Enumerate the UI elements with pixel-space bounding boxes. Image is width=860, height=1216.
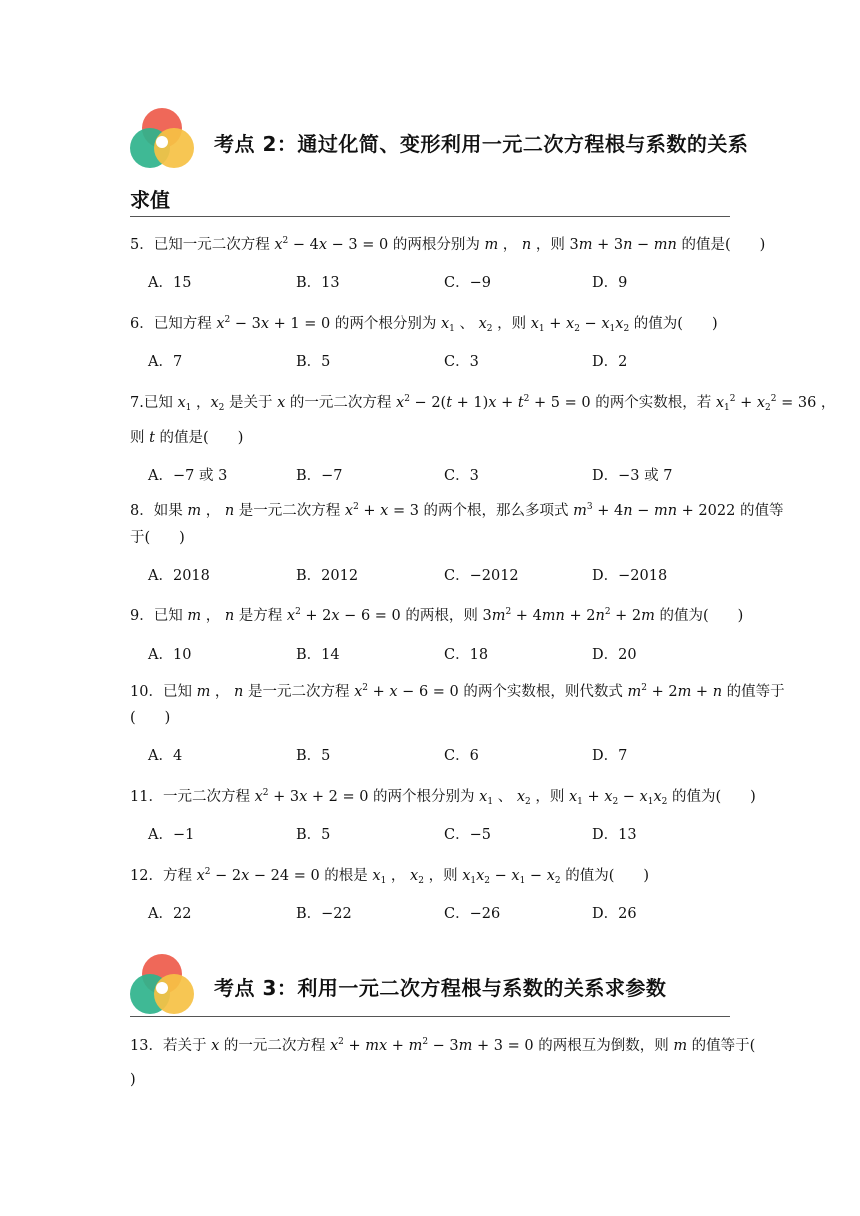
question-5: 5．已知一元二次方程 $x^2 - 4x - 3 = 0$ 的两根分别为 m ， n ，则 3m + 3n − mn 的值是( ) [130,236,766,253]
options-7 [148,464,728,484]
option-a[interactable]: A．4 [148,748,183,764]
option-b[interactable]: B．2012 [296,568,359,584]
option-c[interactable]: C．−26 [444,906,501,922]
section-divider [130,216,730,217]
option-d[interactable]: D．26 [592,906,637,922]
option-a[interactable]: A．10 [148,647,192,663]
options-5 [148,271,728,291]
option-b[interactable]: B．5 [296,748,331,764]
options-12 [148,902,728,922]
option-c[interactable]: C．3 [444,468,479,484]
options-11 [148,823,728,843]
options-10 [148,744,728,764]
options-8 [148,564,728,584]
question-11: 11．一元二次方程 $x^2 + 3x + 2 = 0$ 的两个根分别为 $x_1$ 、 $x_2$ ，则 $x_1 + x_2 - x_1x_2$ 的值为( ) [130,788,756,807]
option-b[interactable]: B．5 [296,827,331,843]
option-a[interactable]: A．−7 或 3 [148,468,228,484]
section-divider [130,1016,730,1017]
venn-logo-icon [130,106,194,170]
option-b[interactable]: B．13 [296,275,340,291]
question-13-line-2: ) [130,1072,136,1088]
option-c[interactable]: C．3 [444,354,479,370]
venn-logo-icon [130,952,194,1016]
options-6 [148,350,728,370]
option-d[interactable]: D．2 [592,354,628,370]
option-d[interactable]: D．20 [592,647,637,663]
options-9 [148,643,728,663]
option-d[interactable]: D．−3 或 7 [592,468,673,484]
option-c[interactable]: C．6 [444,748,479,764]
question-7: 7.已知 $x_1$ ，$x_2$ 是关于 x 的一元二次方程 $x^2 - 2(t + 1)x + t^2 + 5 = 0$ 的两个实数根，若 $x_1^2 + x_2^2 = 36$ ， [130,394,836,413]
question-7-line-2: 则 t 的值是( ) [130,430,244,446]
question-10-line-2: ( ) [130,710,171,726]
option-a[interactable]: A．22 [148,906,192,922]
option-d[interactable]: D．13 [592,827,637,843]
option-c[interactable]: C．−5 [444,827,491,843]
option-b[interactable]: B．−7 [296,468,343,484]
option-d[interactable]: D．−2018 [592,568,668,584]
option-a[interactable]: A．2018 [148,568,210,584]
question-12: 12．方程 $x^2 - 2x - 24 = 0$ 的根是 $x_1$ ， $x_2$ ，则 $x_1x_2 - x_1 - x_2$ 的值为( ) [130,867,650,886]
option-b[interactable]: B．5 [296,354,331,370]
option-d[interactable]: D．9 [592,275,628,291]
option-a[interactable]: A．−1 [148,827,195,843]
option-a[interactable]: A．15 [148,275,192,291]
option-c[interactable]: C．−2012 [444,568,519,584]
option-b[interactable]: B．14 [296,647,340,663]
question-8: 8．如果 m ， n 是一元二次方程 $x^2 + x = 3$ 的两个根，那么多项式 $m^3 + 4n$ − mn + 2022 的值等 [130,502,784,519]
question-8-line-2: 于( ) [130,530,185,546]
option-c[interactable]: C．−9 [444,275,491,291]
section-title: 考点 3：利用一元二次方程根与系数的关系求参数 [214,976,667,1000]
section-title: 考点 2：通过化简、变形利用一元二次方程根与系数的关系 [214,132,749,156]
question-10: 10．已知 m ， n 是一元二次方程 $x^2 + x - 6 = 0$ 的两个实数根，则代数式 $m^2 + 2m + n$ 的值等于 [130,683,785,700]
question-6: 6．已知方程 $x^2 - 3x + 1 = 0$ 的两个根分别为 $x_1$ 、 $x_2$ ，则 $x_1 + x_2 - x_1x_2$ 的值为( ) [130,315,718,334]
question-9: 9．已知 m ， n 是方程 $x^2 + 2x - 6 = 0$ 的两根，则 $3m^2 + 4mn + 2n^2 + 2m$ 的值为( ) [130,607,744,624]
option-d[interactable]: D．7 [592,748,628,764]
option-c[interactable]: C．18 [444,647,489,663]
question-13: 13．若关于 x 的一元二次方程 $x^2$ + mx + $m^2 - 3m + 3 = 0$ 的两根互为倒数，则 m 的值等于( [130,1037,756,1054]
section-title-continued: 求值 [130,188,170,212]
option-a[interactable]: A．7 [148,354,183,370]
option-b[interactable]: B．−22 [296,906,352,922]
